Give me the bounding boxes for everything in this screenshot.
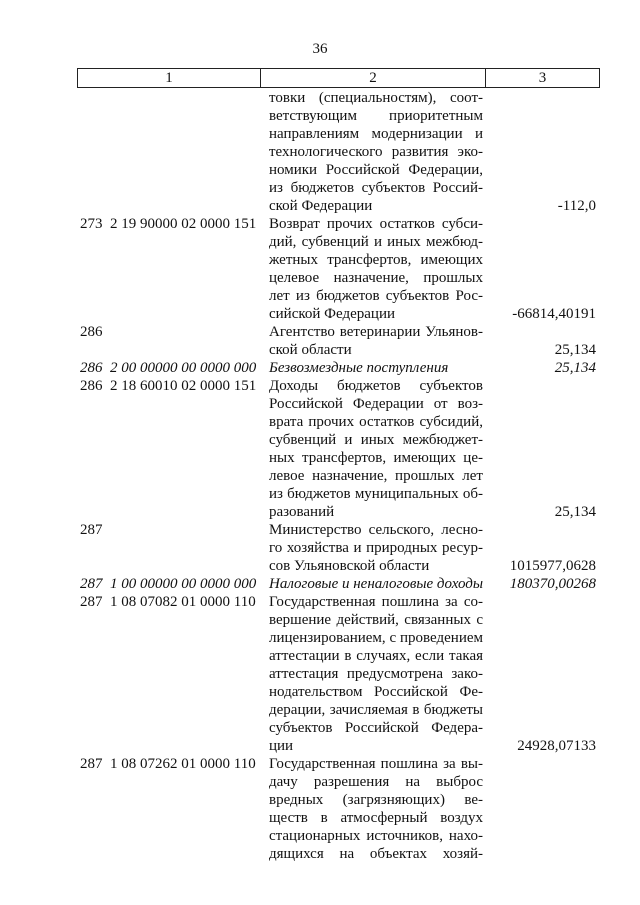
amount-value: -112,0 xyxy=(557,198,596,214)
row-amount xyxy=(483,377,600,521)
row-code: 287 1 08 07082 01 0000 110 xyxy=(80,594,256,610)
amount-value: 25,134 xyxy=(554,504,596,520)
description-line: ции xyxy=(269,738,294,754)
description-line: из бюджетов муниципальных об- xyxy=(269,486,483,502)
amount-value: 24928,07133 xyxy=(517,738,596,754)
description-line: лет из бюджетов субъектов Рос- xyxy=(269,288,483,304)
row-description xyxy=(265,323,483,359)
description-line: субъектов Российской Федера- xyxy=(269,720,483,736)
header-col-1: 1 xyxy=(78,69,261,87)
description-line: аттестации в случаях, если такая xyxy=(269,648,483,664)
description-line: товки (специальностям), соот- xyxy=(269,90,483,106)
row-code: 287 1 08 07262 01 0000 110 xyxy=(80,756,256,772)
table-row xyxy=(77,323,600,359)
description-line: Агентство ветеринарии Ульянов- xyxy=(269,324,483,340)
description-line: дерации, зачисляемая в бюджеты xyxy=(269,702,483,718)
row-code xyxy=(77,89,265,215)
row-code: 286 2 00 00000 00 0000 000 xyxy=(80,360,257,376)
amount-value: 25,134 xyxy=(554,360,596,376)
row-description xyxy=(265,755,483,863)
row-description xyxy=(265,593,483,755)
table-row xyxy=(77,377,600,521)
header-col-2: 2 xyxy=(261,69,486,87)
description-line: Налоговые и неналоговые доходы xyxy=(269,576,484,592)
description-line: лицензированием, с проведением xyxy=(269,630,483,646)
row-amount xyxy=(483,593,600,755)
amount-value: 1015977,0628 xyxy=(509,558,596,574)
description-line: ществ в атмосферный воздух xyxy=(269,810,483,826)
description-line: дачу разрешения на выброс xyxy=(269,774,483,790)
table-row xyxy=(77,521,600,575)
row-code: 273 2 19 90000 02 0000 151 xyxy=(80,216,257,232)
description-line: дий, субвенций и иных межбюд- xyxy=(269,234,483,250)
description-line: из бюджетов субъектов Россий- xyxy=(269,180,483,196)
description-line: Министерство сельского, лесно- xyxy=(269,522,483,538)
row-description xyxy=(265,215,483,323)
description-line: субвенций и иных межбюджет- xyxy=(269,432,483,448)
amount-value: -66814,40191 xyxy=(512,306,596,322)
row-description xyxy=(265,575,483,593)
amount-value: 25,134 xyxy=(554,342,596,358)
table-row xyxy=(77,575,600,593)
row-amount xyxy=(483,359,600,377)
description-line: ской области xyxy=(269,342,352,358)
row-description xyxy=(265,521,483,575)
row-description xyxy=(265,359,483,377)
row-code: 286 xyxy=(80,324,103,340)
description-line: ных трансфертов, имеющих це- xyxy=(269,450,483,466)
amount-value: 180370,00268 xyxy=(509,576,596,592)
description-line: левое назначение, прошлых лет xyxy=(269,468,483,484)
description-line: нодательством Российской Фе- xyxy=(269,684,483,700)
description-line: врата прочих остатков субсидий, xyxy=(269,414,483,430)
row-code: 287 xyxy=(80,522,103,538)
description-line: го хозяйства и природных ресур- xyxy=(269,540,483,556)
row-amount xyxy=(483,215,600,323)
row-amount xyxy=(483,575,600,593)
row-description xyxy=(265,89,483,215)
description-line: технологического развития эко- xyxy=(269,144,483,160)
table-row xyxy=(77,215,600,323)
description-line: направлениям модернизации и xyxy=(269,126,483,142)
row-amount xyxy=(483,521,600,575)
description-line: Возврат прочих остатков субси- xyxy=(269,216,483,232)
description-line: стационарных источников, нахо- xyxy=(269,828,483,844)
description-line: жетных трансфертов, имеющих xyxy=(269,252,483,268)
table-row xyxy=(77,755,600,863)
description-line: Государственная пошлина за вы- xyxy=(269,756,483,772)
row-description xyxy=(265,377,483,521)
description-line: вредных (загрязняющих) ве- xyxy=(269,792,483,808)
row-code: 286 2 18 60010 02 0000 151 xyxy=(80,378,257,394)
description-line: номики Российской Федерации, xyxy=(269,162,483,178)
table-body xyxy=(77,89,600,863)
table-header-row xyxy=(77,68,600,88)
page-number: 36 xyxy=(312,41,328,57)
header-col-3: 3 xyxy=(538,70,547,86)
description-line: сов Ульяновской области xyxy=(269,558,430,574)
description-line: сийской Федерации xyxy=(269,306,396,322)
description-line: Российской Федерации от воз- xyxy=(269,396,483,412)
table-row xyxy=(77,89,600,215)
description-line: ветствующим приоритетным xyxy=(269,108,483,124)
row-code: 287 1 00 00000 00 0000 000 xyxy=(80,576,257,592)
description-line: Безвозмездные поступления xyxy=(269,360,449,376)
row-amount xyxy=(483,323,600,359)
description-line: разований xyxy=(269,504,335,520)
row-amount xyxy=(483,89,600,215)
row-amount xyxy=(483,755,600,863)
description-line: аттестация предусмотрена зако- xyxy=(269,666,483,682)
description-line: ской Федерации xyxy=(269,198,373,214)
description-line: дящихся на объектах хозяй- xyxy=(269,846,483,862)
description-line: вершение действий, связанных с xyxy=(269,612,483,628)
description-line: целевое назначение, прошлых xyxy=(269,270,483,286)
description-line: Государственная пошлина за со- xyxy=(269,594,483,610)
table-row xyxy=(77,593,600,755)
description-line: Доходы бюджетов субъектов xyxy=(269,378,483,394)
table-row xyxy=(77,359,600,377)
